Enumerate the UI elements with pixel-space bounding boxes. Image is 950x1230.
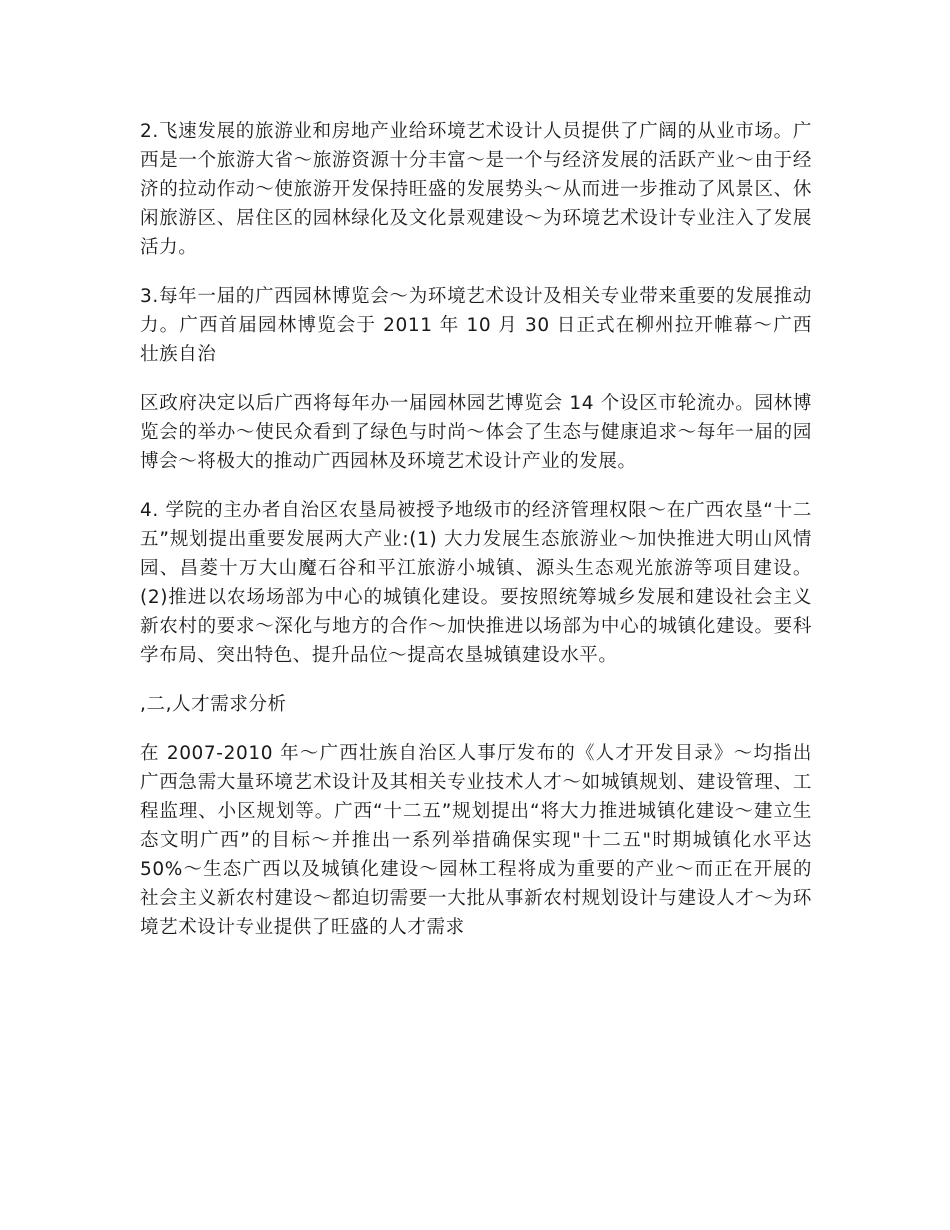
paragraph-expo-continued: 区政府决定以后广西将每年办一届园林园艺博览会 14 个设区市轮流办。园林博览会的举办～使民众看到了绿色与时尚～体会了生态与健康追求～每年一届的园博会～将极大的推动广西园林及环境艺术设计产业的发展。: [140, 393, 812, 472]
section-heading-talent-demand: ,二,人才需求分析: [140, 694, 287, 715]
paragraph-tourism-real-estate: 2.飞速发展的旅游业和房地产业给环境艺术设计人员提供了广阔的从业市场。广西是一个旅游大省～旅游资源十分丰富～是一个与经济发展的活跃产业～由于经济的拉动作动～使旅游开发保持旺盛的发展势头～从而进一步推动了风景区、休闲旅游区、居住区的园林绿化及文化景观建设～为环境艺术设计专业注入了发展活力。: [140, 121, 812, 258]
document-page: [140, 117, 812, 962]
paragraph-talent-demand: 在 2007-2010 年～广西壮族自治区人事厅发布的《人才开发目录》～均指出广西急需大量环境艺术设计及其相关专业技术人才～如城镇规划、建设管理、工程监理、小区规划等。广西“十二五”规划提出“将大力推进城镇化建设～建立生态文明广西”的目标～并推出一系列举措确保实现"十二五"时期城镇化水平达 50%～生态广西以及城镇化建设～园林工程将成为重要的产业～而正在开展的社会主义新农村建设～都迫切需要一大批从事新农村规划设计与建设人才～为环境艺术设计专业提供了旺盛的人才需求: [140, 743, 812, 938]
paragraph-garden-expo: 3.每年一届的广西园林博览会～为环境艺术设计及相关专业带来重要的发展推动力。广西首届园林博览会于 2011 年 10 月 30 日正式在柳州拉开帷幕～广西壮族自治: [140, 286, 812, 365]
paragraph-agricultural-bureau: 4. 学院的主办者自治区农垦局被授予地级市的经济管理权限～在广西农垦“十二五”规划提出重要发展两大产业:(1) 大力发展生态旅游业～加快推进大明山风情园、昌菱十万大山魔石谷和平江旅游小城镇、源头生态观光旅游等项目建设。(2)推进以农场场部为中心的城镇化建设。要按照统筹城乡发展和建设社会主义新农村的要求～深化与地方的合作～加快推进以场部为中心的城镇化建设。要科学布局、突出特色、提升品位～提高农垦城镇建设水平。: [140, 500, 812, 666]
